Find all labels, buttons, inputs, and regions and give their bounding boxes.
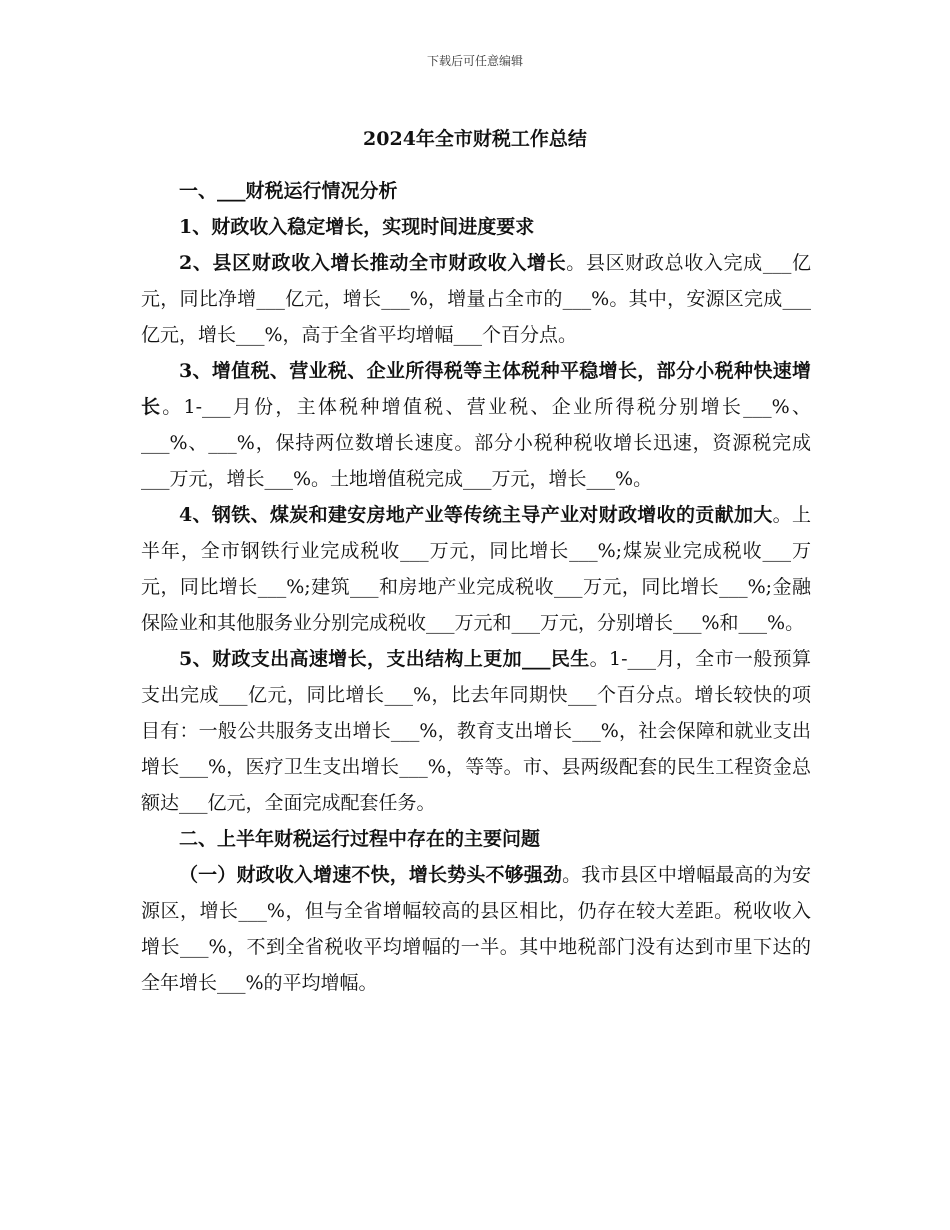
document-body: [141, 173, 811, 1001]
paragraph-7: [141, 857, 811, 1001]
paragraph-lead: 5、财政支出高速增长，支出结构上更加___民生: [179, 648, 590, 670]
paragraph-text: 。上半年，全市钢铁行业完成税收___万元，同比增长___%;煤炭业完成税收___万元，同比增长___%;建筑___和房地产业完成税收___万元，同比增长___%;金融保险业和其他服务业分别完成税收___万元和___万元，分别增长___%和___%。: [141, 504, 811, 634]
paragraph-5: [141, 641, 811, 821]
page-header: 下载后可任意编辑: [426, 54, 523, 68]
subsection-heading-1: [141, 209, 811, 245]
paragraph-lead: 3、增值税、营业税、企业所得税等主体税种平稳增长，部分小税种快速增长: [141, 360, 811, 418]
paragraph-text: 。我市县区中增幅最高的为安源区，增长___%，但与全省增幅较高的县区相比，仍存在较大差距。税收收入增长___%，不到全省税收平均增幅的一半。其中地税部门没有达到市里下达的全年增长___%的平均增幅。: [141, 864, 811, 994]
paragraph-4: [141, 497, 811, 641]
paragraph-lead: 4、钢铁、煤炭和建安房地产业等传统主导产业对财政增收的贡献加大: [179, 504, 773, 526]
paragraph-text: 。县区财政总收入完成___亿元，同比净增___亿元，增长___%，增量占全市的___%。其中，安源区完成___亿元，增长___%，高于全省平均增幅___个百分点。: [141, 252, 811, 346]
paragraph-text: 。1-___月，全市一般预算支出完成___亿元，同比增长___%，比去年同期快___个百分点。增长较快的项目有：一般公共服务支出增长___%，教育支出增长___%，社会保障和就业支出增长___%，医疗卫生支出增长___%，等等。市、县两级配套的民生工程资金总额达___亿元，全面完成配套任务。: [141, 648, 811, 814]
paragraph-2: [141, 245, 811, 353]
paragraph-text: 。1-___月份，主体税种增值税、营业税、企业所得税分别增长___%、___%、___%，保持两位数增长速度。部分小税种税收增长迅速，资源税完成___万元，增长___%。土地增值税完成___万元，增长___%。: [141, 396, 811, 490]
section-heading-2: [141, 821, 811, 857]
section-heading-1: [141, 173, 811, 209]
document-title: 2024年全市财税工作总结: [363, 128, 587, 150]
paragraph-3: [141, 353, 811, 497]
paragraph-lead: （一）财政收入增速不快，增长势头不够强劲: [179, 864, 563, 886]
heading-text: 一、___财税运行情况分析: [179, 180, 398, 202]
heading-text: 二、上半年财税运行过程中存在的主要问题: [179, 828, 541, 850]
heading-text: 1、财政收入稳定增长，实现时间进度要求: [179, 216, 535, 238]
paragraph-lead: 2、县区财政收入增长推动全市财政收入增长: [179, 252, 567, 274]
